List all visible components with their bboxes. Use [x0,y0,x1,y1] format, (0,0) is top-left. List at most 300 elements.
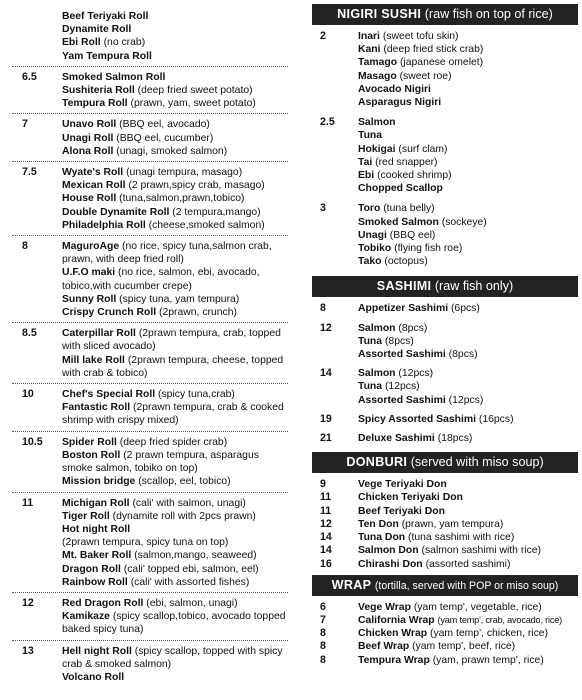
menu-item [358,229,578,242]
item-description: (yam temp', crab, avocado, rice) [437,614,563,625]
item-name: Hot night Roll [62,523,131,535]
menu-item [62,549,288,562]
item-description: (yam temp', chicken, rice) [430,628,549,640]
item-description: (yam temp', vegetable, rice) [413,601,542,613]
price-group-items [62,166,288,232]
item-description: (BBQ eel) [389,229,436,241]
item-name: U.F.O maki [62,267,116,279]
price-group-items [358,478,578,491]
item-name: Chef's Special Roll [62,389,156,401]
donburi-header [312,452,578,473]
item-name: Sunny Roll [62,293,117,305]
item-name: Dragon Roll [62,563,121,575]
nigiri-title: NIGIRI SUSHI [337,7,422,21]
item-description: (cali' topped ebi, salmon, eel) [123,563,259,575]
item-description: (cheese,smoked salmon) [148,219,265,231]
menu-item [358,96,578,109]
item-description: (no crab) [103,37,146,49]
item-price: 7 [320,613,326,626]
menu-item [358,216,578,229]
price-group [312,413,578,432]
item-name: Mission bridge [62,476,136,488]
item-description: (scallop, eel, tobico) [138,476,231,488]
menu-item [62,84,288,97]
item-description: (8pcs) [398,322,428,334]
item-name: Salmon Don [358,545,419,557]
price-group-items [62,240,288,319]
menu-item [62,240,288,266]
item-price: 14 [320,531,332,544]
price-group-items [62,388,288,428]
price-group-items [62,497,288,589]
donburi-list [312,478,578,570]
menu-item [358,627,578,640]
item-price: 14 [320,367,332,380]
item-name: Double Dynamite Roll [62,206,170,218]
item-description: (sweet tofu skin) [382,31,459,42]
price-group-items [358,601,578,614]
menu-item [62,192,288,205]
item-price: 12 [320,321,332,334]
item-name: Unagi [358,229,387,241]
item-name: Mt. Baker Roll [62,550,132,562]
item-description: (2prawn tempura, crab & cooked shrimp with crispy mixed) [62,402,284,427]
price-group [312,544,578,557]
item-price: 8 [320,627,326,640]
item-price: 7 [22,118,28,131]
item-description: (yam temp', beef, rice) [412,641,516,653]
item-price: 21 [320,432,332,445]
price-group-items [358,491,578,504]
menu-item [62,327,288,353]
price-group [312,558,578,571]
menu-item [358,491,578,504]
item-name: Dynamite Roll [62,24,132,36]
menu-item [62,597,288,610]
item-price: 13 [22,644,34,657]
item-description: (6pcs) [450,303,480,315]
item-price: 10.5 [22,435,43,448]
item-name: Ten Don [358,518,399,530]
menu-item [62,219,288,232]
item-description: (12pcs) [448,394,484,406]
item-name: Unagi Roll [62,132,114,144]
item-name: Beef Wrap [358,641,410,653]
menu-item [62,145,288,158]
item-name: Assorted Sashimi [358,349,446,361]
item-description: (unagi, smoked salmon) [116,145,228,157]
item-description: (2prawn tempura, spicy tuna on top) [62,537,229,549]
item-price: 7.5 [22,166,37,179]
menu-item [358,505,578,518]
menu-item [358,558,578,571]
nigiri-subtitle: (raw fish on top of rice) [424,7,553,21]
item-name: Tuna [358,130,383,142]
item-name: Caterpillar Roll [62,328,136,340]
item-name: Tuna Don [358,532,406,544]
item-price: 10 [22,388,34,401]
item-description: (dynamite roll with 2pcs prawn) [112,510,256,522]
price-group [312,30,578,116]
item-price: 8.5 [22,327,37,340]
item-name: Unavo Roll [62,119,117,131]
nigiri-list [312,30,578,275]
price-group-items [358,116,578,195]
menu-item [358,56,578,69]
item-description: (prawn, yam tempura) [401,518,504,530]
sashimi-subtitle: (raw fish only) [434,279,514,294]
price-group-items [62,327,288,380]
item-price: 11 [22,496,34,509]
item-name: Kamikaze [62,611,110,623]
menu-item [358,302,578,315]
item-name: Spicy Assorted Sashimi [358,413,476,425]
item-name: Vege Wrap [358,601,411,613]
item-price: 12 [320,517,332,530]
item-description: (cali' with salmon, unagi) [132,497,246,509]
item-price: 8 [22,240,28,253]
menu-item [358,242,578,255]
item-price: 8 [320,640,326,653]
menu-item [62,132,288,145]
item-name: Toro [358,203,381,215]
menu-item [358,413,578,426]
item-description: (octopus) [384,256,428,268]
item-name: Tobiko [358,243,392,255]
item-name: Hell night Roll [62,645,132,657]
item-description: (ebi, salmon, unagi) [146,597,238,609]
item-name: Tamago [358,57,398,69]
item-price: 6 [320,600,326,613]
menu-item [358,116,578,129]
wrap-header [312,575,578,596]
sashimi-title: SASHIMI [376,279,432,294]
price-group-items [358,413,578,426]
price-group-items [358,558,578,571]
item-description: (prawn, yam, sweet potato) [130,98,256,110]
menu-item [62,179,288,192]
menu-item [358,182,578,195]
menu-item [358,367,578,380]
price-group-items [62,436,288,489]
item-name: Salmon [358,368,396,380]
item-name: Michigan Roll [62,497,130,509]
menu-item [62,36,288,49]
item-name: Tempura Roll [62,98,128,110]
item-name: Salmon [358,117,396,129]
price-group-items [62,118,288,158]
price-group [312,518,578,531]
item-description: (deep fried sweet potato) [137,85,253,97]
item-price: 6.5 [22,70,37,83]
item-price: 11 [320,504,332,517]
price-group [12,640,288,688]
menu-item [358,83,578,96]
menu-item [358,380,578,393]
price-group [312,654,578,667]
item-description: (spicy scallop,tobico, avocado topped baked spicy tuna) [62,611,286,636]
menu-item [62,563,288,576]
price-group [312,640,578,653]
item-description: (8pcs) [384,335,414,347]
item-description: (BBQ eel, cucumber) [116,132,214,144]
item-description: (cooked shrimp) [377,170,452,182]
item-price: 14 [320,544,332,557]
menu-item [62,354,288,380]
item-name: Chicken Wrap [358,628,428,640]
right-column [312,4,578,667]
item-name: Smoked Salmon Roll [62,71,166,83]
item-price: 2 [320,30,326,42]
price-group-items [62,597,288,637]
price-group [312,202,578,275]
item-description: (16pcs) [478,413,514,425]
price-group-items [358,432,578,445]
item-description: (8pcs) [448,349,478,361]
menu-item [358,544,578,557]
item-description: (18pcs) [437,433,473,445]
item-description: (flying fish roe) [394,243,463,255]
menu-item [62,436,288,449]
price-group [12,492,288,592]
item-name: Appetizer Sashimi [358,303,449,315]
price-group [12,161,288,235]
rolls-column [12,10,288,687]
item-price: 3 [320,202,326,215]
price-group-items [62,71,288,111]
price-group [312,505,578,518]
item-description: (tuna belly) [383,203,435,215]
item-price: 19 [320,412,332,425]
menu-item [62,475,288,488]
price-group-items [358,614,578,627]
item-description: (cali' with assorted fishes) [130,576,250,588]
menu-item [62,497,288,510]
wrap-subtitle: (tortilla, served with POP or miso soup) [374,579,559,592]
item-description: (tuna sashimi with rice) [408,532,515,544]
item-name: Masago [358,70,397,82]
menu-item [62,23,288,36]
item-name: Volcano Roll [62,671,125,683]
menu-item [62,266,288,292]
item-name: Wyate's Roll [62,167,124,179]
item-description: (tuna,salmon,prawn,tobico) [119,193,245,205]
menu-item [358,654,578,667]
menu-item [358,478,578,491]
price-group [312,614,578,627]
item-name: Boston Roll [62,449,121,461]
price-group-items [358,322,578,362]
price-group [12,10,288,66]
item-name: Salmon [358,322,396,334]
menu-item [62,118,288,131]
item-name: Spider Roll [62,436,117,448]
item-name: Kani [358,44,381,56]
item-description: (deep fried stick crab) [383,44,484,56]
item-name: Hokigai [358,143,396,155]
price-group-items [358,654,578,667]
menu-item [358,70,578,83]
item-name: Ebi [358,170,375,182]
price-group-items [358,544,578,557]
price-group [312,491,578,504]
item-description: (no rice, salmon, ebi, avocado, tobico,with cucumber crepe) [62,267,260,292]
price-group-items [358,30,578,109]
item-name: Tako [358,256,382,268]
price-group [312,627,578,640]
menu-item [358,255,578,268]
item-name: Yam Tempura Roll [62,50,152,62]
item-description: (spicy scallop, topped with spicy crab & smoked salmon) [62,645,283,670]
item-name: Assorted Sashimi [358,394,446,406]
menu-item [62,50,288,63]
item-name: Philadelphia Roll [62,219,146,231]
item-name: Rainbow Roll [62,576,128,588]
item-description: (12pcs) [398,368,434,380]
price-group [12,383,288,431]
menu-item [62,293,288,306]
menu-item [358,348,578,361]
nigiri-header [312,4,578,25]
item-name: MaguroAge [62,241,120,253]
item-name: Tai [358,156,373,168]
price-group [312,432,578,451]
menu-item [62,166,288,179]
price-group [312,531,578,544]
item-name: Vege Teriyaki Don [358,479,447,491]
menu-item [62,510,288,523]
item-description: (sockeye) [441,216,487,228]
menu-item [62,671,288,684]
item-description: (2 tempura,mango) [172,206,261,218]
menu-item [62,71,288,84]
item-name: House Roll [62,193,117,205]
item-name: Sushiteria Roll [62,85,135,97]
item-name: Tuna [358,335,383,347]
menu-item [358,202,578,215]
price-group [312,478,578,491]
item-description: (assorted sashimi) [425,558,511,570]
price-group [12,431,288,492]
menu-item [62,576,288,589]
item-price: 2.5 [320,116,335,129]
item-name: Fantastic Roll [62,402,131,414]
item-name: Tempura Wrap [358,654,430,666]
item-name: Tiger Roll [62,510,110,522]
menu-item [358,43,578,56]
wrap-list [312,601,578,667]
item-name: Red Dragon Roll [62,597,144,609]
price-group [12,235,288,322]
donburi-title: DONBURI [346,455,408,470]
item-description: (2prawn tempura, cheese, topped with crab & tobico) [62,354,284,379]
menu-item [358,432,578,445]
price-group [12,592,288,640]
sashimi-header [312,276,578,297]
price-group [312,601,578,614]
price-group [12,66,288,114]
menu-item [358,614,578,627]
item-name: Beef Teriyaki Don [358,505,446,517]
sashimi-list [312,302,578,451]
wrap-title: WRAP [331,577,372,592]
item-name: Beef Teriyaki Roll [62,11,149,22]
price-group [312,302,578,321]
item-name: Avocado Nigiri [358,83,431,95]
item-description: (2 prawn tempura, asparagus smoke salmon, tobiko on top) [62,449,259,475]
item-price [12,10,62,63]
item-price: 9 [320,478,326,491]
menu-item [62,388,288,401]
price-group-items [358,518,578,531]
menu-item [358,129,578,142]
price-group [12,113,288,161]
item-description: (sweet roe) [399,70,452,82]
item-description: (spicy tuna,crab) [158,389,235,401]
item-description: (2prawn tempura, crab, topped with sliced avocado) [62,328,281,353]
menu-item [62,97,288,110]
item-description: (unagi tempura, masago) [126,167,243,179]
item-description: (salmon,mango, seaweed) [134,550,257,562]
price-group-items [358,302,578,315]
menu-item [358,30,578,43]
item-description: (japanese omelet) [399,57,484,69]
item-name: Alona Roll [62,145,114,157]
price-group [12,322,288,383]
item-name: Tuna [358,381,383,393]
menu-item [62,206,288,219]
menu-item [358,531,578,544]
item-description: (surf clam) [398,143,448,155]
item-name: Crispy Crunch Roll [62,307,157,319]
price-group-items [358,627,578,640]
item-name: Asparagus Nigiri [358,97,442,109]
item-name: Chirashi Don [358,558,423,570]
item-description: (salmon sashimi with rice) [421,545,542,557]
item-name: Chicken Teriyaki Don [358,492,463,504]
price-group-items [62,10,288,63]
item-price: 8 [320,653,326,666]
menu-item [62,523,288,549]
item-price: 12 [22,596,34,609]
price-group-items [62,645,288,685]
item-description: (BBQ eel, avocado) [119,119,210,131]
menu-item [62,10,288,23]
menu-item [62,645,288,671]
price-group-items [358,640,578,653]
item-name: Inari [358,31,380,42]
item-name: Chopped Scallop [358,183,443,195]
item-description: (12pcs) [384,381,420,393]
item-description: (2 prawn,spicy crab, masago) [128,180,265,192]
menu-item [358,169,578,182]
price-group-items [358,531,578,544]
menu-item [358,601,578,614]
item-description: (red snapper) [375,156,438,168]
price-group-items [358,367,578,407]
menu-item [62,610,288,636]
menu-item [62,401,288,427]
menu-item [62,306,288,319]
item-name: Mexican Roll [62,180,126,192]
item-description: (spicy tuna, yam tempura) [119,293,240,305]
item-price: 8 [320,302,326,315]
item-price: 11 [320,491,332,504]
item-name: Mill lake Roll [62,354,125,366]
item-description: (yam, prawn temp', rice) [432,654,544,666]
menu-item [358,143,578,156]
menu-item [358,335,578,348]
